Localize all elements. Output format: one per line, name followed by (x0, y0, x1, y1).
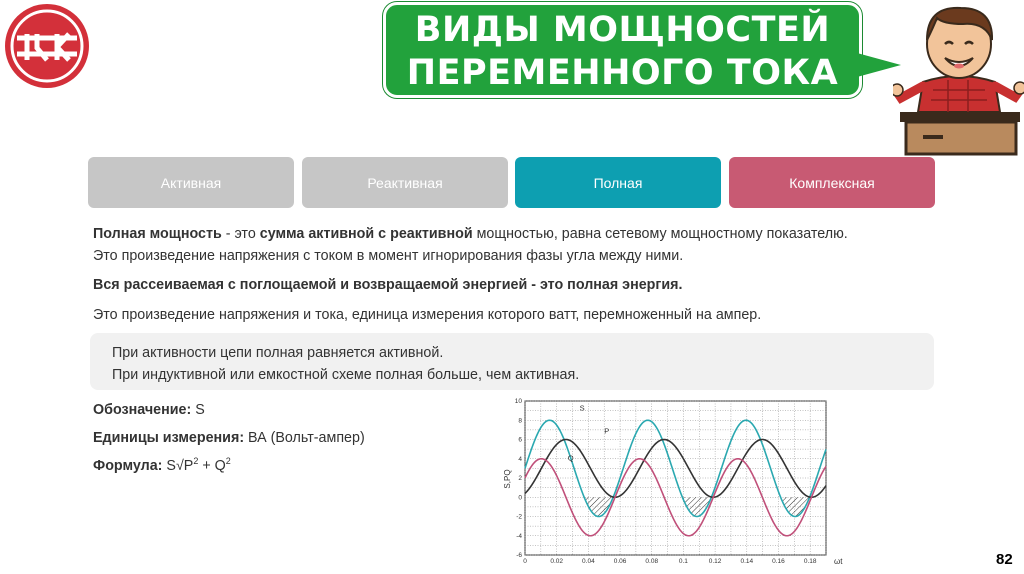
tab-active-power[interactable] (88, 157, 294, 208)
page-title (383, 2, 862, 98)
series-label-p: P (604, 426, 610, 436)
y-tick-label: -2 (516, 513, 522, 521)
designation-row (93, 399, 365, 427)
formula-plus: + Q (198, 458, 226, 474)
formula-exponent-2: 2 (225, 456, 231, 467)
title-line-2: ПЕРЕМЕННОГО ТОКА (406, 53, 839, 93)
title-line-1: ВИДЫ МОЩНОСТЕЙ (414, 10, 831, 50)
x-tick-label: 0.06 (613, 558, 627, 565)
formula-row (93, 455, 365, 483)
formula-label: Формула: (93, 458, 163, 474)
y-tick-label: -4 (516, 532, 522, 540)
description-text (93, 223, 933, 326)
tab-complex-power[interactable] (729, 157, 935, 208)
tab-label: Полная (593, 174, 643, 191)
text-fragment: мощностью, равна сетевому мощностному показателю. (472, 226, 848, 242)
tab-label: Комплексная (789, 174, 875, 191)
x-tick-label: 0.14 (740, 558, 754, 565)
designation-value: S (191, 402, 205, 418)
text-fragment: - это (221, 226, 260, 242)
x-tick-label: 0.1 (678, 558, 688, 565)
tab-label: Активная (160, 174, 222, 191)
page-number: 82 (996, 551, 1013, 568)
x-tick-label: 0.02 (550, 558, 564, 565)
x-tick-label: 0.12 (708, 558, 722, 565)
x-axis-label: ωt (834, 557, 843, 566)
power-waveform-chart (500, 393, 860, 574)
y-axis-label: S,PQ (503, 469, 512, 489)
teacher-character-illustration (893, 0, 1024, 156)
designation-label: Обозначение: (93, 402, 192, 418)
note-box (90, 333, 934, 390)
power-type-tabs (88, 157, 935, 208)
y-tick-label: 2 (518, 475, 522, 482)
x-tick-label: 0.18 (803, 558, 817, 565)
definition-line-2: Это произведение напряжения с током в момент игнорирования фазы угла между ними. (93, 248, 684, 264)
y-tick-label: 0 (518, 494, 522, 502)
x-tick-label: 0.16 (772, 558, 785, 565)
series-label-s: S (579, 403, 585, 413)
term-bold: Полная мощность (93, 226, 222, 242)
y-tick-label: 10 (514, 398, 522, 405)
tab-label: Реактивная (367, 174, 443, 191)
series-label-q: Q (567, 453, 574, 463)
sum-bold: сумма активной с реактивной (259, 226, 473, 242)
note-line-1: При активности цепи полная равняется активной. (112, 345, 444, 361)
x-tick-label: 0 (523, 558, 527, 565)
y-tick-label: -6 (516, 552, 522, 559)
y-tick-label: 8 (518, 417, 522, 425)
units-row (93, 427, 365, 455)
units-label: Единицы измерения: (93, 430, 245, 446)
company-logo (3, 2, 91, 90)
formula-value: S√P (162, 458, 194, 474)
units-explanation: Это произведение напряжения и тока, единица измерения которого ватт, перемноженный на ампер. (93, 307, 762, 323)
tab-apparent-power[interactable] (515, 157, 721, 208)
units-value: ВА (Вольт-ампер) (244, 430, 365, 446)
x-tick-label: 0.08 (645, 558, 659, 565)
energy-statement-bold: Вся рассеиваемая с поглощаемой и возвращаемой энергией - это полная энергия. (93, 277, 683, 293)
y-tick-label: 4 (518, 455, 522, 463)
energy-statement (93, 274, 933, 296)
x-tick-label: 0.04 (582, 558, 595, 565)
y-tick-label: 6 (518, 436, 522, 444)
formula-exponent-1: 2 (193, 456, 199, 467)
tab-reactive-power[interactable] (302, 157, 508, 208)
specs-list (93, 399, 365, 483)
definition-paragraph (93, 223, 933, 267)
note-line-2: При индуктивной или емкостной схеме полная больше, чем активная. (112, 367, 580, 383)
